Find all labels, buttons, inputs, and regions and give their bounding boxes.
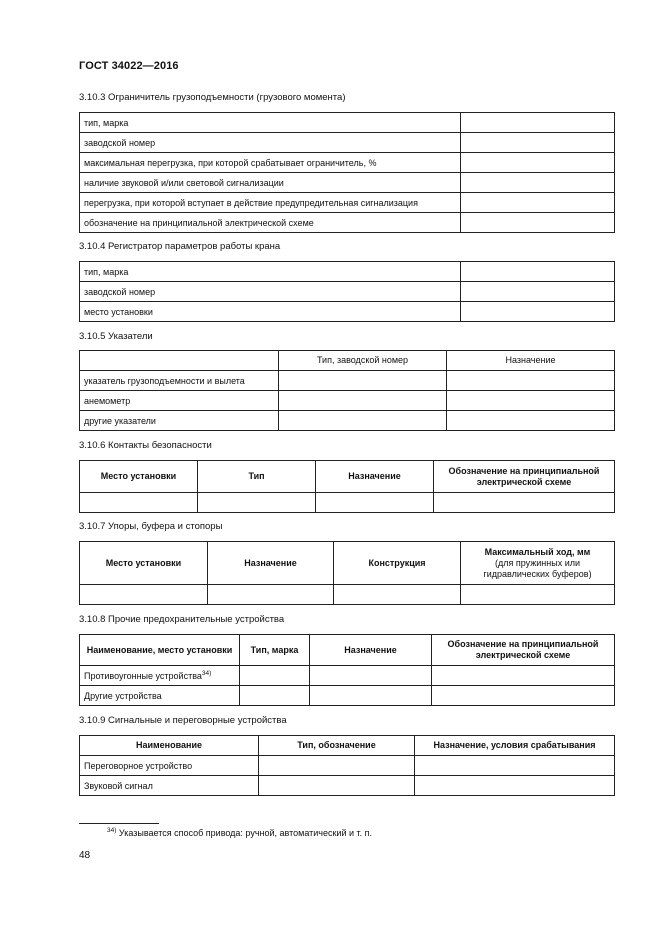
value-cell[interactable] — [461, 262, 615, 282]
table-row — [80, 756, 615, 776]
column-header — [80, 351, 279, 371]
row-label: наличие звуковой и/или световой сигнализации — [80, 173, 461, 193]
section-title-3-10-3: 3.10.3 Ограничитель грузоподъемности (грузового момента) — [79, 92, 346, 103]
table-header-row — [80, 736, 615, 756]
footnote — [107, 828, 372, 838]
value-cell[interactable] — [334, 585, 461, 605]
column-header: Место установки — [80, 461, 198, 493]
table-row — [80, 493, 615, 513]
value-cell[interactable] — [415, 756, 615, 776]
value-cell[interactable] — [432, 666, 615, 686]
value-cell[interactable] — [279, 411, 447, 431]
value-cell[interactable] — [447, 391, 615, 411]
table-row — [80, 262, 615, 282]
value-cell[interactable] — [259, 756, 415, 776]
value-cell[interactable] — [447, 411, 615, 431]
table-row — [80, 213, 615, 233]
row-label-text: Противоугонные устройства — [84, 670, 202, 681]
section-title-3-10-7: 3.10.7 Упоры, буфера и стопоры — [79, 521, 223, 532]
value-cell[interactable] — [461, 213, 615, 233]
column-header: Место установки — [80, 542, 208, 585]
table-row — [80, 153, 615, 173]
table-row — [80, 133, 615, 153]
table-row — [80, 666, 615, 686]
value-cell[interactable] — [208, 585, 334, 605]
table-indicators — [79, 350, 615, 431]
column-header: Обозначение на принципиальной электрической схеме — [432, 635, 615, 666]
table-row — [80, 585, 615, 605]
column-header: Назначение — [316, 461, 434, 493]
column-header: Тип — [198, 461, 316, 493]
table-row — [80, 173, 615, 193]
column-header: Обозначение на принципиальной электрической схеме — [434, 461, 615, 493]
row-label: другие указатели — [80, 411, 279, 431]
column-header: Назначение — [310, 635, 432, 666]
table-row — [80, 371, 615, 391]
value-cell[interactable] — [316, 493, 434, 513]
table-row — [80, 686, 615, 706]
table-row — [80, 302, 615, 322]
row-label: перегрузка, при которой вступает в действие предупредительная сигнализация — [80, 193, 461, 213]
row-label: максимальная перегрузка, при которой срабатывает ограничитель, % — [80, 153, 461, 173]
column-header: Назначение, условия срабатывания — [415, 736, 615, 756]
footnote-ref[interactable]: 34) — [201, 669, 212, 677]
value-cell[interactable] — [415, 776, 615, 796]
footnote-separator — [79, 823, 159, 824]
table-row — [80, 391, 615, 411]
column-header: Тип, заводской номер — [279, 351, 447, 371]
column-header: Тип, обозначение — [259, 736, 415, 756]
header-sub-text: (для пружинных или гидравлических буферов) — [483, 557, 592, 579]
row-label: анемометр — [80, 391, 279, 411]
value-cell[interactable] — [279, 371, 447, 391]
value-cell[interactable] — [80, 585, 208, 605]
section-title-3-10-6: 3.10.6 Контакты безопасности — [79, 440, 212, 451]
section-title-3-10-8: 3.10.8 Прочие предохранительные устройства — [79, 614, 285, 625]
value-cell[interactable] — [434, 493, 615, 513]
value-cell[interactable] — [279, 391, 447, 411]
footnote-marker: 34) — [107, 827, 117, 834]
column-header: Тип, марка — [240, 635, 310, 666]
table-other-protective — [79, 634, 615, 706]
value-cell[interactable] — [461, 585, 615, 605]
table-signal-devices — [79, 735, 615, 796]
table-row — [80, 776, 615, 796]
page-number: 48 — [79, 850, 91, 861]
table-limiter — [79, 112, 615, 233]
table-row — [80, 282, 615, 302]
row-label: Звуковой сигнал — [80, 776, 259, 796]
value-cell[interactable] — [461, 302, 615, 322]
section-title-3-10-9: 3.10.9 Сигнальные и переговорные устройства — [79, 715, 287, 726]
section-title-3-10-4: 3.10.4 Регистратор параметров работы крана — [79, 241, 281, 252]
table-safety-contacts — [79, 460, 615, 513]
value-cell[interactable] — [447, 371, 615, 391]
table-header-row — [80, 461, 615, 493]
value-cell[interactable] — [259, 776, 415, 796]
value-cell[interactable] — [461, 173, 615, 193]
row-label: заводской номер — [80, 282, 461, 302]
value-cell[interactable] — [198, 493, 316, 513]
row-label: место установки — [80, 302, 461, 322]
value-cell[interactable] — [461, 193, 615, 213]
value-cell[interactable] — [461, 282, 615, 302]
column-header: Наименование, место установки — [80, 635, 240, 666]
row-label: тип, марка — [80, 262, 461, 282]
row-label: Переговорное устройство — [80, 756, 259, 776]
column-header: Назначение — [447, 351, 615, 371]
row-label: тип, марка — [80, 113, 461, 133]
row-label: обозначение на принципиальной электрической схеме — [80, 213, 461, 233]
row-label: заводской номер — [80, 133, 461, 153]
table-header-row — [80, 351, 615, 371]
value-cell[interactable] — [240, 666, 310, 686]
table-row — [80, 113, 615, 133]
value-cell[interactable] — [80, 493, 198, 513]
row-label — [80, 666, 240, 686]
column-header: Назначение — [208, 542, 334, 585]
footnote-text: Указывается способ привода: ручной, автоматический и т. п. — [116, 828, 373, 838]
row-label: указатель грузоподъемности и вылета — [80, 371, 279, 391]
value-cell[interactable] — [432, 686, 615, 706]
value-cell[interactable] — [461, 133, 615, 153]
table-stops-buffers — [79, 541, 615, 605]
table-row — [80, 411, 615, 431]
value-cell[interactable] — [240, 686, 310, 706]
document-title: ГОСТ 34022—2016 — [79, 60, 179, 72]
column-header: Конструкция — [334, 542, 461, 585]
value-cell[interactable] — [310, 666, 432, 686]
table-header-row — [80, 542, 615, 585]
table-recorder — [79, 261, 615, 322]
column-header: Наименование — [80, 736, 259, 756]
column-header — [461, 542, 615, 585]
value-cell[interactable] — [461, 113, 615, 133]
value-cell[interactable] — [461, 153, 615, 173]
header-main-text: Максимальный ход, мм — [484, 546, 591, 557]
row-label: Другие устройства — [80, 686, 240, 706]
section-title-3-10-5: 3.10.5 Указатели — [79, 331, 153, 342]
table-row — [80, 193, 615, 213]
value-cell[interactable] — [310, 686, 432, 706]
table-header-row — [80, 635, 615, 666]
